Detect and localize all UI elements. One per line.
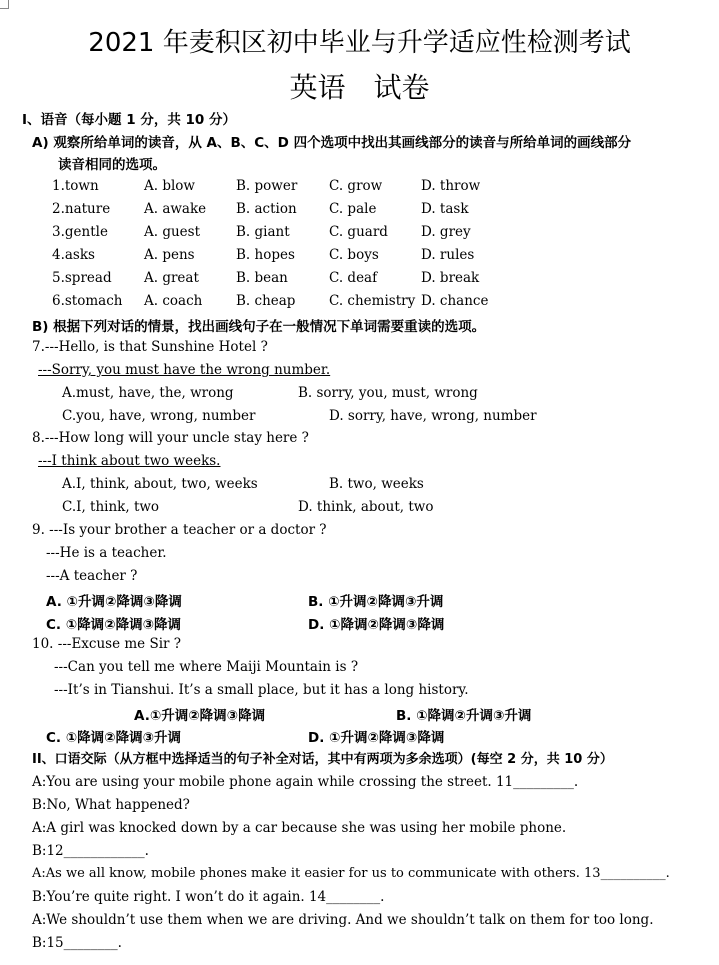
q8-option-d: D. think, about, two (298, 499, 434, 515)
dialogue-line: A:A girl was knocked down by a car because she was using her mobile phone. (32, 820, 567, 836)
phonics-option-c: C. chemistry (329, 293, 416, 309)
q10-prompt: 10. ---Excuse me Sir ? (32, 636, 182, 652)
dialogue-line: A:We shouldn’t use them when we are driving. And we shouldn’t talk on them for too long. (32, 912, 654, 928)
phonics-option-b: B. bean (236, 270, 288, 286)
phonics-option-d: D. break (421, 270, 480, 286)
phonics-option-a: A. pens (144, 247, 195, 263)
phonics-question: 5.spread (52, 270, 112, 286)
dialogue-line: A:As we all know, mobile phones make it easier for us to communicate with others. 13__________. (32, 866, 670, 881)
phonics-option-c: C. deaf (329, 270, 378, 286)
q9-response-1: ---He is a teacher. (46, 545, 167, 561)
q7-option-c: C.you, have, wrong, number (62, 408, 256, 424)
phonics-option-d: D. chance (421, 293, 489, 309)
phonics-question: 6.stomach (52, 293, 123, 309)
q8-option-c: C.I, think, two (62, 499, 160, 515)
q7-prompt: 7.---Hello, is that Sunshine Hotel ? (32, 339, 268, 355)
phonics-option-b: B. cheap (236, 293, 296, 309)
phonics-question: 2.nature (52, 201, 111, 217)
phonics-option-c: C. grow (329, 178, 383, 194)
section2-heading: II、口语交际（从方框中选择适当的句子补全对话，其中有两项为多余选项）(每空 2 分，共 10 分） (32, 752, 613, 767)
q8-prompt: 8.---How long will your uncle stay here ? (32, 430, 309, 446)
q9-response-2: ---A teacher ? (46, 568, 138, 584)
phonics-option-d: D. rules (421, 247, 475, 263)
partA-instruction-2: 读音相同的选项。 (58, 157, 166, 173)
dialogue-line: B:15________. (32, 935, 122, 951)
q10-response-2: ---It’s in Tianshui. It’s a small place, but it has a long history. (54, 682, 469, 698)
q8-option-a: A.I, think, about, two, weeks (62, 476, 258, 492)
q9-option-b: B. ①升调②降调③升调 (308, 594, 444, 610)
partB-instruction: B) 根据下列对话的情景，找出画线句子在一般情况下单词需要重读的选项。 (32, 319, 486, 335)
exam-subtitle: 英语 试卷 (289, 71, 430, 104)
q10-response-1: ---Can you tell me where Maiji Mountain is ? (54, 659, 359, 675)
phonics-option-a: A. coach (144, 293, 203, 309)
partA-instruction-1: A) 观察所给单词的读音，从 A、B、C、D 四个选项中找出其画线部分的读音与所给单词的画线部分 (32, 135, 632, 151)
phonics-option-b: B. power (236, 178, 298, 194)
q8-response: ---I think about two weeks. (38, 453, 221, 469)
phonics-option-d: D. task (421, 201, 469, 217)
phonics-option-b: B. action (236, 201, 297, 217)
dialogue-line: B:12____________. (32, 843, 149, 859)
phonics-option-a: A. guest (144, 224, 201, 240)
phonics-option-c: C. guard (329, 224, 388, 240)
q9-prompt: 9. ---Is your brother a teacher or a doctor ? (32, 522, 327, 538)
q7-option-b: B. sorry, you, must, wrong (298, 385, 478, 401)
q10-option-c: C. ①降调②降调③升调 (46, 730, 182, 746)
phonics-option-b: B. giant (236, 224, 290, 240)
phonics-option-a: A. great (144, 270, 199, 286)
q10-option-d: D. ①升调②降调③降调 (308, 730, 445, 746)
q7-option-d: D. sorry, have, wrong, number (329, 408, 537, 424)
phonics-question: 1.town (52, 178, 99, 194)
phonics-option-c: C. pale (329, 201, 377, 217)
q7-response: ---Sorry, you must have the wrong number. (38, 362, 331, 378)
phonics-option-b: B. hopes (236, 247, 295, 263)
q7-option-a: A.must, have, the, wrong (62, 385, 234, 401)
q9-option-c: C. ①降调②降调③降调 (46, 617, 182, 633)
dialogue-line: B:You’re quite right. I won’t do it again. 14________. (32, 889, 385, 905)
q9-option-a: A. ①升调②降调③降调 (46, 594, 182, 610)
q10-option-b: B. ①降调②升调③升调 (396, 708, 532, 724)
dialogue-line: B:No, What happened? (32, 797, 190, 813)
phonics-option-d: D. throw (421, 178, 481, 194)
page-corner-mark (0, 0, 9, 9)
q10-option-a: A.①升调②降调③降调 (134, 708, 266, 724)
section1-heading: I、语音（每小题 1 分，共 10 分） (22, 112, 237, 128)
q9-option-d: D. ①降调②降调③降调 (308, 617, 445, 633)
phonics-option-a: A. blow (144, 178, 195, 194)
phonics-question: 3.gentle (52, 224, 108, 240)
phonics-option-c: C. boys (329, 247, 379, 263)
exam-title: 2021 年麦积区初中毕业与升学适应性检测考试 (88, 28, 631, 58)
phonics-option-d: D. grey (421, 224, 471, 240)
phonics-question: 4.asks (52, 247, 95, 263)
q8-option-b: B. two, weeks (329, 476, 424, 492)
dialogue-line: A:You are using your mobile phone again while crossing the street. 11_________. (32, 774, 579, 790)
phonics-option-a: A. awake (144, 201, 207, 217)
